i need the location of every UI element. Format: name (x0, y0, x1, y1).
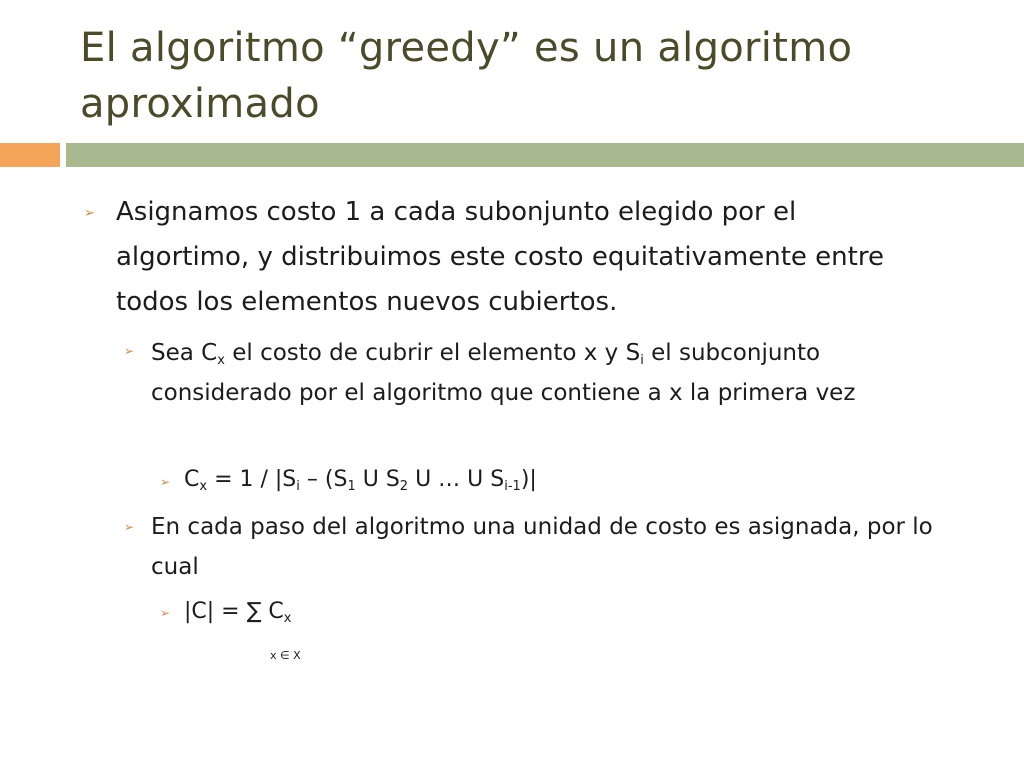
accent-bar-green (66, 143, 1024, 167)
sum-subscript: x ∈ X (270, 649, 301, 662)
slide-title: El algoritmo “greedy” es un algoritmo aproximado (80, 25, 853, 127)
sub-bullet-cost-step: En cada paso del algoritmo una unidad de costo es asignada, por lo cual (151, 514, 933, 580)
formula-cost-per-element: $C_x = 1 / |S_i - (S_1$ U $S_2$ U … U $S_{i-1})|$ (184, 467, 537, 494)
sub-bullet-cost-definition: Sea $C_x$ el costo de cubrir el elemento x y $S_i$ el subconjunto considerado por el algoritmo que contiene a x la primera vez (151, 340, 856, 406)
formula-total-cost: |C| = ∑ $C_x$ (184, 599, 292, 626)
arrow-bullet-icon: ➢ (124, 344, 135, 358)
bullet-main: Asignamos costo 1 a cada subonjunto elegido por el algortimo, y distribuimos este costo equitativamente entre todos los elementos nuevos cubiertos. (116, 197, 884, 317)
arrow-bullet-icon: ➢ (124, 520, 135, 534)
arrow-bullet-icon: ➢ (84, 206, 95, 221)
arrow-bullet-icon: ➢ (160, 606, 171, 620)
arrow-bullet-icon: ➢ (160, 475, 171, 489)
accent-bar-orange (0, 143, 60, 167)
